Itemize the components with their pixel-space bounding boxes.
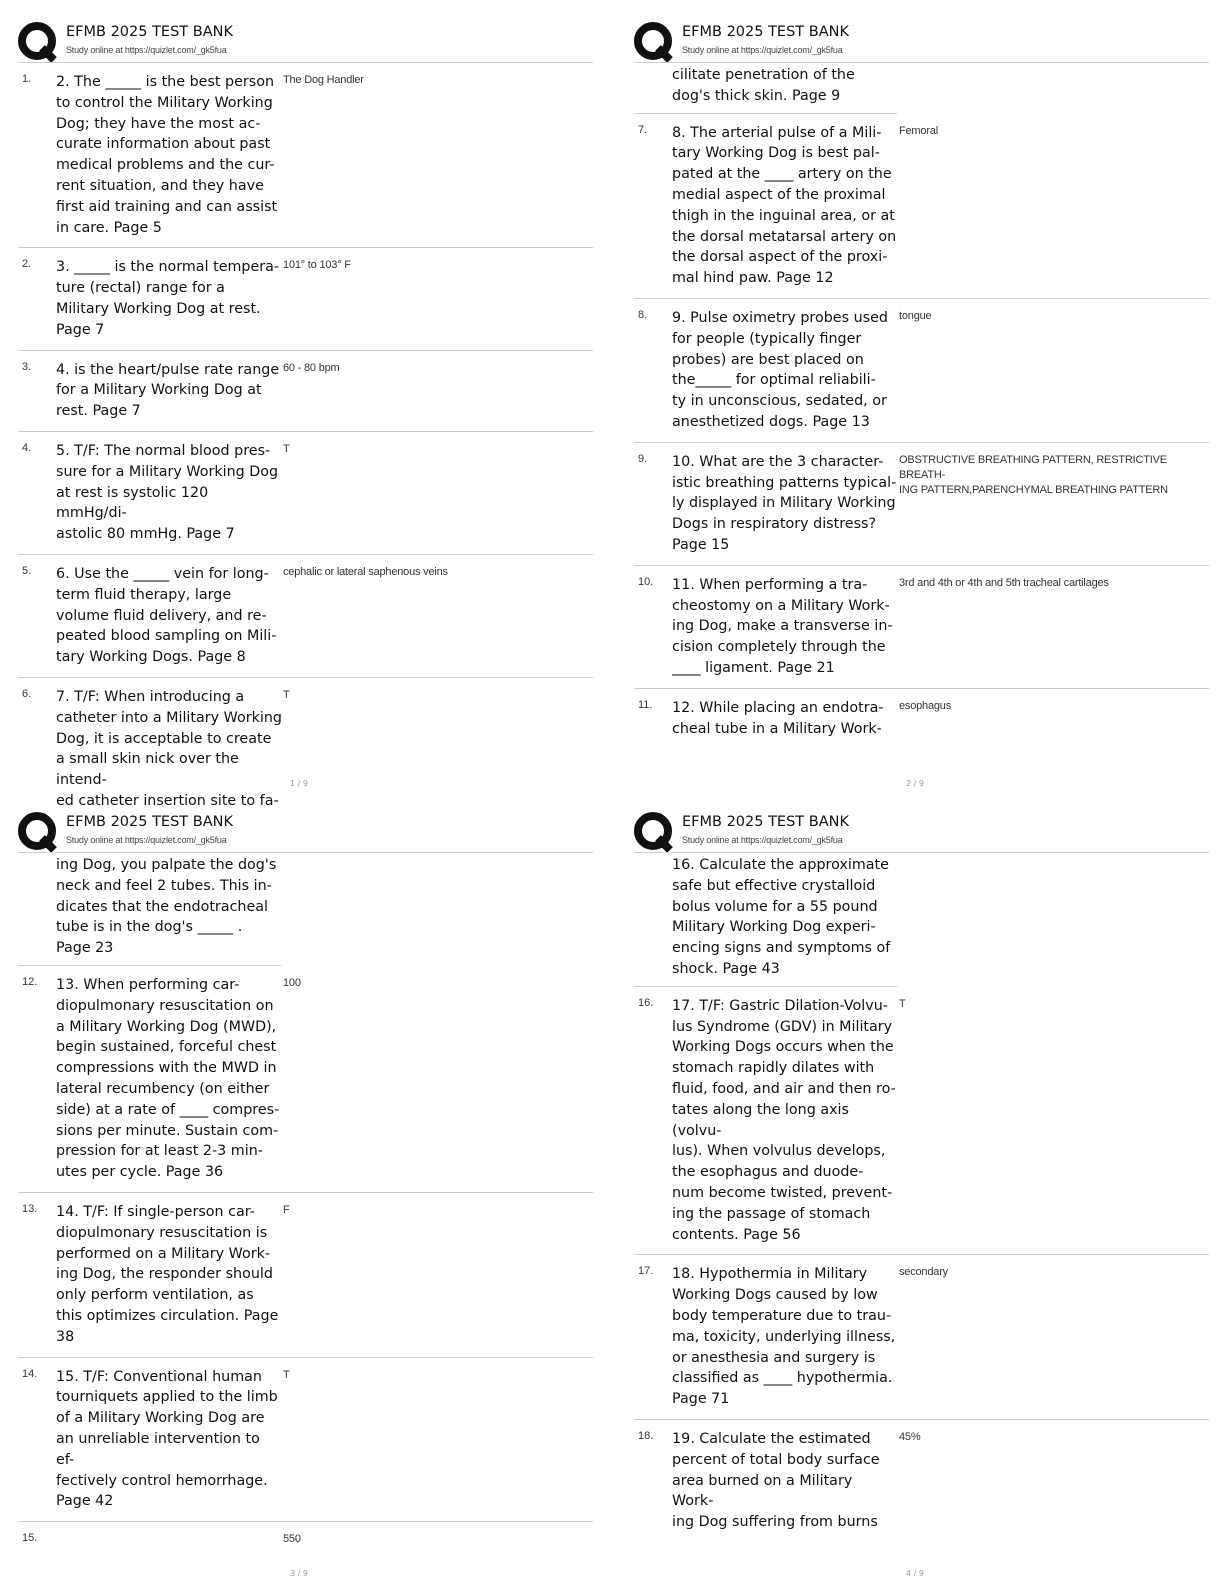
header-title: EFMB 2025 TEST BANK <box>66 24 233 40</box>
card-question: 15. T/F: Conventional human tourniquets applied to the limb of a Military Working Dog are an unreliable intervention to ef- fectively control hemorrhage. Page 42 <box>56 1368 278 1510</box>
card-number: 9. <box>638 452 648 465</box>
card-answer: Femoral <box>899 124 938 137</box>
page-header <box>18 808 593 853</box>
flashcard-row <box>634 1255 1209 1420</box>
continued-question: ing Dog, you palpate the dog's neck and feel 2 tubes. This in- dicates that the endotracheal tube is in the dog's _____ . Page 23 <box>18 853 281 966</box>
page-header <box>634 18 1209 63</box>
card-answer: 60 - 80 bpm <box>283 361 340 374</box>
card-question: 6. Use the _____ vein for long-term fluid therapy, large volume fluid delivery, and re- peated blood sampling on Mili- tary Working Dogs. Page 8 <box>56 565 277 666</box>
card-answer: esophagus <box>899 699 952 712</box>
header-url[interactable]: Study online at https://quizlet.com/_gk5fua <box>682 45 843 55</box>
card-number: 5. <box>22 564 32 577</box>
card-number: 16. <box>638 996 654 1009</box>
card-number: 12. <box>22 975 38 988</box>
card-question: 13. When performing car- diopulmonary resuscitation on a Military Working Dog (MWD), begin sustained, forceful chest compressions with the MWD in lateral recumbency (on either side) at a rate of ____ compres- sions per minute. Sustain com- pression for at least 2-3 min- utes per cycle. Page 36 <box>56 976 280 1181</box>
flashcard-row <box>18 555 593 678</box>
flashcard-row <box>634 443 1209 566</box>
card-question: 8. The arterial pulse of a Mili- tary Working Dog is best pal- pated at the ____ artery on the medial aspect of the proximal thigh in the inguinal area, or at the dorsal metatarsal artery on the dorsal aspect of the proxi- mal hind paw. Page 12 <box>672 124 897 287</box>
flashcard-row <box>18 678 593 821</box>
flashcard-row <box>634 114 1209 299</box>
card-number: 1. <box>22 73 32 85</box>
flashcard-row <box>634 689 1209 749</box>
flashcard-row <box>18 966 593 1193</box>
flashcard-row <box>18 351 593 432</box>
card-answer: F <box>283 1203 290 1216</box>
page-header <box>634 808 1209 853</box>
card-question: 3. _____ is the normal tempera- ture (rectal) range for a Military Working Dog at rest. Page 7 <box>56 259 280 338</box>
card-number: 17. <box>638 1265 654 1278</box>
card-question: 7. T/F: When introducing a catheter into a Military Working Dog, it is acceptable to create a small skin nick over the intend- ed catheter insertion site to fa- <box>56 688 282 809</box>
page-number: 4 / 9 <box>906 1569 924 1578</box>
card-number: 7. <box>638 123 648 136</box>
flashcard-row <box>18 1522 593 1562</box>
quizlet-logo-icon <box>634 22 674 62</box>
card-number: 10. <box>638 575 654 588</box>
page-header <box>18 18 593 63</box>
flashcard-row <box>634 566 1209 689</box>
header-title: EFMB 2025 TEST BANK <box>682 24 849 40</box>
page-2 <box>634 18 1209 788</box>
card-question: 17. T/F: Gastric Dilation-Volvu- lus Syndrome (GDV) in Military Working Dogs occurs when the stomach rapidly dilates with fluid, food, and air and then ro- tates along the long axis (volvu- lus). When volvulus develops, the esophagus and duode- num become twisted, prevent- ing the passage of stomach contents. Page 56 <box>672 997 896 1243</box>
card-number: 18. <box>638 1429 654 1442</box>
flashcard-row <box>18 63 593 248</box>
page-number: 2 / 9 <box>906 779 924 788</box>
card-answer: OBSTRUCTIVE BREATHING PATTERN, RESTRICTIVE BREATH- ING PATTERN,PARENCHYMAL BREATHING PATTERN <box>899 453 1168 496</box>
quizlet-logo-icon <box>634 812 674 852</box>
header-title: EFMB 2025 TEST BANK <box>682 814 849 830</box>
card-answer: T <box>283 1368 290 1381</box>
card-question: 4. is the heart/pulse rate range for a Military Working Dog at rest. Page 7 <box>56 361 280 420</box>
continued-question: 16. Calculate the approximate safe but effective crystalloid bolus volume for a 55 pound Military Working Dog experi- encing signs and symptoms of shock. Page 43 <box>634 853 897 987</box>
card-question: 19. Calculate the estimated percent of total body surface area burned on a Military Work- ing Dog suffering from burns <box>672 1430 880 1531</box>
card-question: 18. Hypothermia in Military Working Dogs caused by low body temperature due to trau- ma, toxicity, underlying illness, or anesthesia and surgery is classified as ____ hypothermia. Page 71 <box>672 1266 896 1408</box>
page-number: 1 / 9 <box>290 779 308 788</box>
flashcard-row <box>18 1358 593 1523</box>
card-answer: T <box>283 442 290 455</box>
flashcard-row <box>18 1193 593 1358</box>
flashcard-row <box>634 987 1209 1256</box>
flashcard-row <box>18 432 593 555</box>
card-number: 3. <box>22 360 32 373</box>
quizlet-logo-icon <box>18 812 58 852</box>
card-question: 11. When performing a tra- cheostomy on a Military Work- ing Dog, make a transverse in- cision completely through the ____ ligament. Page 21 <box>672 576 893 676</box>
page-1 <box>18 18 593 809</box>
card-answer: tongue <box>899 309 932 322</box>
card-question: 5. T/F: The normal blood pres- sure for a Military Working Dog at rest is systolic 120 mmHg/di- astolic 80 mmHg. Page 7 <box>56 442 279 543</box>
card-answer: 101° to 103° F <box>283 259 351 272</box>
header-url[interactable]: Study online at https://quizlet.com/_gk5fua <box>66 45 227 55</box>
flashcard-row <box>634 299 1209 443</box>
card-answer: The Dog Handler <box>283 74 364 86</box>
card-answer: 45% <box>899 1430 921 1443</box>
card-number: 6. <box>22 687 32 700</box>
card-number: 8. <box>638 308 648 321</box>
header-url[interactable]: Study online at https://quizlet.com/_gk5fua <box>66 835 227 845</box>
page-4 <box>634 808 1209 1578</box>
page-number: 3 / 9 <box>290 1569 308 1578</box>
header-title: EFMB 2025 TEST BANK <box>66 814 233 830</box>
card-answer: 550 <box>283 1533 301 1546</box>
card-number: 2. <box>22 258 32 271</box>
card-question: 10. What are the 3 character- istic breathing patterns typical- ly displayed in Military Working Dogs in respiratory distress? Page 15 <box>672 453 897 553</box>
card-number: 13. <box>22 1202 38 1215</box>
card-question: 12. While placing an endotra- cheal tube in a Military Work- <box>672 699 884 737</box>
header-url[interactable]: Study online at https://quizlet.com/_gk5fua <box>682 835 843 845</box>
card-answer: secondary <box>899 1266 948 1279</box>
card-answer: 3rd and 4th or 4th and 5th tracheal cartilages <box>899 576 1109 589</box>
card-answer: T <box>899 997 906 1010</box>
card-question: 2. The _____ is the best person to control the Military Working Dog; they have the most ac- curate information about past medical problems and the cur- rent situation, and they have first aid training and can assist in care. Page 5 <box>56 74 278 236</box>
card-number: 4. <box>22 441 32 454</box>
card-answer: 100 <box>283 976 301 989</box>
card-answer: T <box>283 688 290 701</box>
card-answer: cephalic or lateral saphenous veins <box>283 565 448 578</box>
card-number: 11. <box>638 698 653 711</box>
page-3 <box>18 808 593 1578</box>
flashcard-row <box>18 248 593 350</box>
card-number: 14. <box>22 1367 38 1380</box>
continued-question: cilitate penetration of the dog's thick skin. Page 9 <box>634 63 897 114</box>
card-question: 14. T/F: If single-person car- diopulmonary resuscitation is performed on a Military Work- ing Dog, the responder should only perform ventilation, as this optimizes circulation. Page 38 <box>56 1203 279 1345</box>
card-question: 9. Pulse oximetry probes used for people (typically finger probes) are best placed on the_____ for optimal reliabili- ty in unconscious, sedated, or anesthetized dogs. Page 13 <box>672 309 888 430</box>
flashcard-row <box>634 1420 1209 1542</box>
quizlet-logo-icon <box>18 22 58 62</box>
card-number: 15. <box>22 1532 38 1545</box>
